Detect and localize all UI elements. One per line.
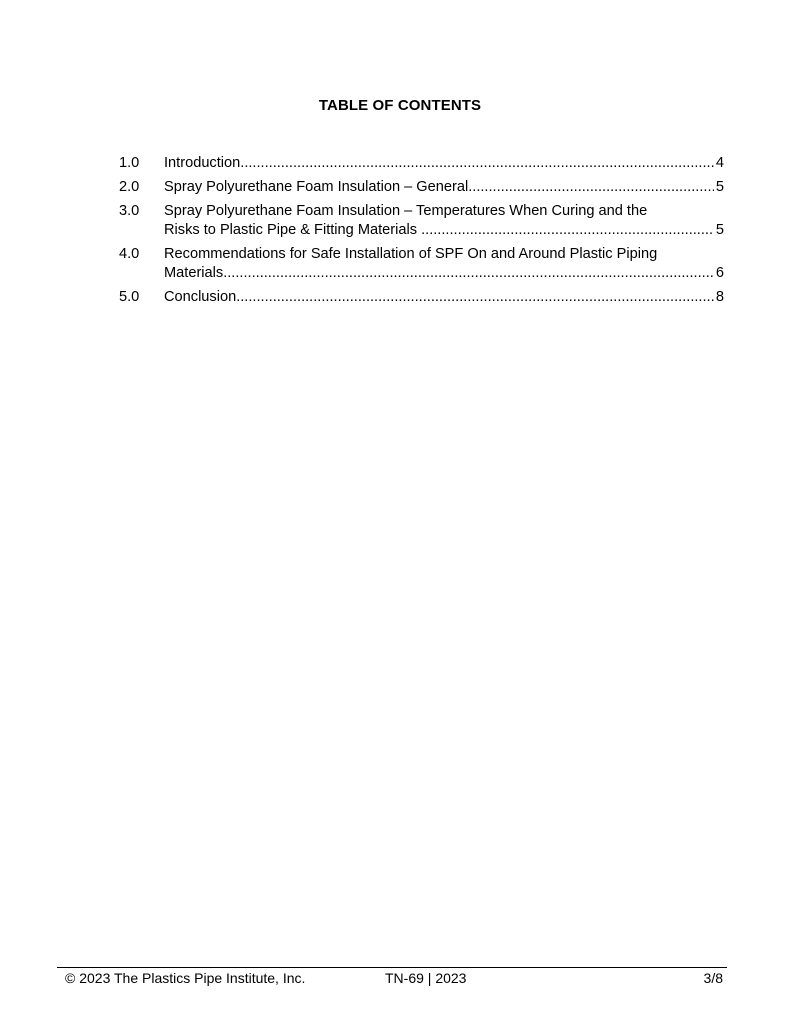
toc-entry-number: 4.0 [119, 246, 140, 262]
toc-entry-line [164, 288, 724, 307]
footer-document-id: TN-69 | 2023 [385, 970, 467, 986]
toc-entry-number: 2.0 [119, 179, 140, 195]
dot-leader [421, 221, 714, 240]
dot-leader [236, 288, 714, 307]
footer-divider [57, 967, 727, 968]
toc-entry-body [164, 178, 724, 197]
toc-entry-line [164, 178, 724, 197]
toc-entry-spf-general[interactable] [119, 178, 724, 197]
toc-entry-body [164, 202, 724, 240]
toc-entry-number: 5.0 [119, 289, 140, 305]
toc-entry-body [164, 245, 724, 283]
toc-entry-text-line-2: Materials [164, 265, 224, 281]
toc-entry-page: 8 [715, 289, 724, 305]
toc-entry-introduction[interactable] [119, 154, 724, 173]
toc-entry-text-line-1: Spray Polyurethane Foam Insulation – Temperatures When Curing and the [164, 203, 648, 219]
toc-entry-page: 4 [715, 155, 724, 171]
toc-entry-number: 1.0 [119, 155, 140, 171]
footer-page-number: 3/8 [703, 970, 723, 986]
toc-entry-text: Conclusion [164, 289, 237, 305]
toc-entry-line [164, 264, 724, 283]
toc-entry-line [164, 221, 724, 240]
toc-title: TABLE OF CONTENTS [318, 97, 482, 114]
dot-leader [468, 178, 714, 197]
toc-entry-body [164, 154, 724, 173]
toc-entry-page: 5 [715, 222, 724, 238]
toc-entry-number: 3.0 [119, 203, 140, 219]
toc-entry-body [164, 288, 724, 307]
dot-leader [240, 154, 714, 173]
toc-entry-text-line-2: Risks to Plastic Pipe & Fitting Materials [164, 222, 422, 238]
toc-entry-conclusion[interactable] [119, 288, 724, 307]
toc-entry-text-line-1: Recommendations for Safe Installation of SPF On and Around Plastic Piping [164, 246, 658, 262]
toc-entry-line [164, 154, 724, 173]
table-of-contents [119, 154, 724, 312]
toc-entry-text: Introduction [164, 155, 241, 171]
toc-entry-page: 5 [715, 179, 724, 195]
toc-entry-text: Spray Polyurethane Foam Insulation – General [164, 179, 469, 195]
toc-entry-page: 6 [715, 265, 724, 281]
footer-copyright: © 2023 The Plastics Pipe Institute, Inc. [65, 970, 306, 986]
toc-entry-recommendations[interactable] [119, 245, 724, 283]
toc-entry-spf-temperatures[interactable] [119, 202, 724, 240]
dot-leader [223, 264, 714, 283]
